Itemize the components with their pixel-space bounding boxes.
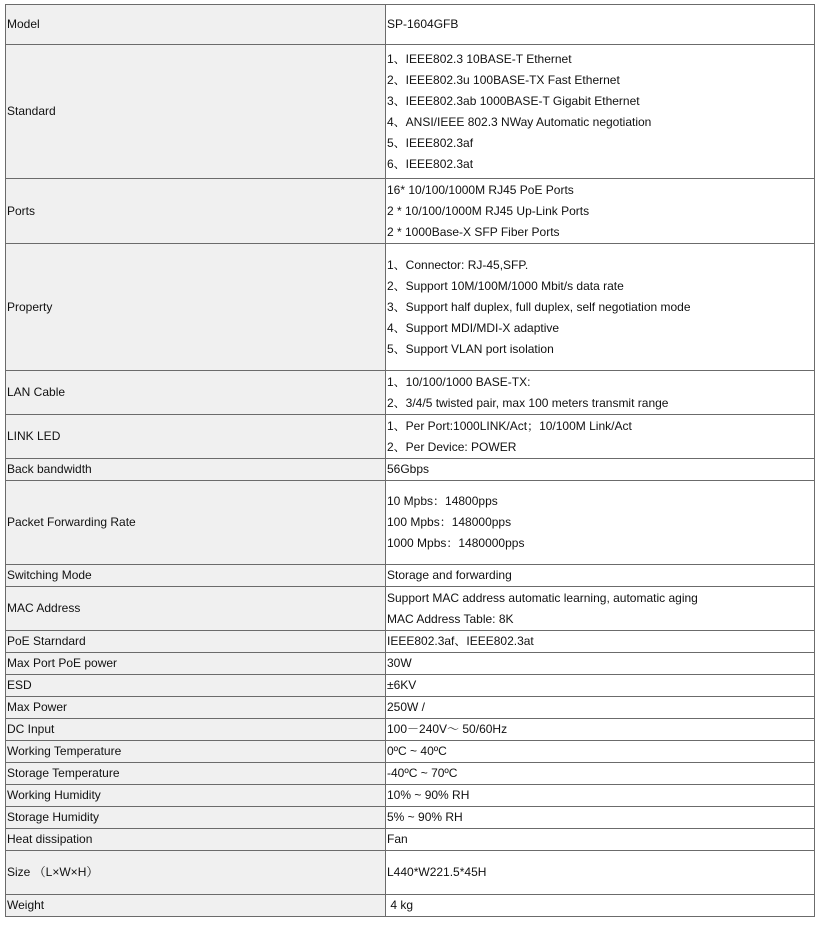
row-value bbox=[386, 653, 815, 675]
row-label: Weight bbox=[6, 895, 386, 917]
value-line: 10% ~ 90% RH bbox=[387, 788, 470, 802]
value-line: 2、Per Device: POWER bbox=[387, 439, 517, 454]
table-row bbox=[6, 415, 815, 459]
table-row bbox=[6, 459, 815, 481]
row-label: Storage Temperature bbox=[6, 763, 386, 785]
value-line: 2、3/4/5 twisted pair, max 100 meters transmit range bbox=[387, 395, 669, 410]
value-line: MAC Address Table: 8K bbox=[387, 611, 514, 626]
table-row bbox=[6, 565, 815, 587]
value-line: 2 * 1000Base-X SFP Fiber Ports bbox=[387, 224, 560, 239]
table-row bbox=[6, 45, 815, 179]
value-line: 4 kg bbox=[387, 898, 414, 912]
row-value bbox=[386, 741, 815, 763]
table-row bbox=[6, 851, 815, 895]
table-row bbox=[6, 481, 815, 565]
value-line: 250W / bbox=[387, 700, 426, 714]
row-value bbox=[386, 785, 815, 807]
row-label: Max Port PoE power bbox=[6, 653, 386, 675]
table-row bbox=[6, 631, 815, 653]
row-label: MAC Address bbox=[6, 587, 386, 631]
value-line: 3、IEEE802.3ab 1000BASE-T Gigabit Ethernet bbox=[387, 93, 640, 108]
row-label: Storage Humidity bbox=[6, 807, 386, 829]
value-line: 2、IEEE802.3u 100BASE-TX Fast Ethernet bbox=[387, 72, 620, 87]
value-line: 100 Mpbs：148000pps bbox=[387, 515, 512, 529]
row-label: Working Humidity bbox=[6, 785, 386, 807]
value-line: 16* 10/100/1000M RJ45 PoE Ports bbox=[387, 182, 574, 197]
row-value bbox=[386, 763, 815, 785]
row-value bbox=[386, 675, 815, 697]
value-line: 1、Connector: RJ-45,SFP. bbox=[387, 257, 529, 272]
row-label: Size （L×W×H） bbox=[6, 851, 386, 895]
table-row bbox=[6, 763, 815, 785]
row-label: ESD bbox=[6, 675, 386, 697]
row-value bbox=[386, 459, 815, 481]
table-row bbox=[6, 895, 815, 917]
table-row bbox=[6, 741, 815, 763]
row-label: DC Input bbox=[6, 719, 386, 741]
table-row bbox=[6, 5, 815, 45]
table-row bbox=[6, 785, 815, 807]
row-value bbox=[386, 244, 815, 371]
value-line: Storage and forwarding bbox=[387, 568, 512, 582]
value-line: 1、IEEE802.3 10BASE-T Ethernet bbox=[387, 51, 572, 66]
row-value bbox=[386, 851, 815, 895]
table-row bbox=[6, 719, 815, 741]
value-line: 4、Support MDI/MDI-X adaptive bbox=[387, 320, 560, 335]
row-label: Standard bbox=[6, 45, 386, 179]
value-line: IEEE802.3af、IEEE802.3at bbox=[387, 634, 534, 648]
row-value bbox=[386, 179, 815, 244]
row-value bbox=[386, 697, 815, 719]
value-line: 5% ~ 90% RH bbox=[387, 810, 463, 824]
row-value bbox=[386, 895, 815, 917]
row-label: Model bbox=[6, 5, 386, 45]
table-row bbox=[6, 807, 815, 829]
row-value bbox=[386, 565, 815, 587]
table-row bbox=[6, 675, 815, 697]
row-value bbox=[386, 481, 815, 565]
row-label: Max Power bbox=[6, 697, 386, 719]
row-label: Packet Forwarding Rate bbox=[6, 481, 386, 565]
value-line: -40ºC ~ 70ºC bbox=[387, 766, 458, 780]
row-value bbox=[386, 45, 815, 179]
value-line: 4、ANSI/IEEE 802.3 NWay Automatic negotiation bbox=[387, 114, 652, 129]
value-line: 0ºC ~ 40ºC bbox=[387, 744, 447, 758]
value-line: 30W bbox=[387, 656, 412, 670]
table-row bbox=[6, 829, 815, 851]
value-line: Fan bbox=[387, 832, 408, 846]
value-line: 5、Support VLAN port isolation bbox=[387, 341, 554, 356]
value-line: ±6KV bbox=[387, 678, 417, 692]
table-row bbox=[6, 587, 815, 631]
value-line: 1000 Mpbs：1480000pps bbox=[387, 536, 525, 550]
row-label: Working Temperature bbox=[6, 741, 386, 763]
value-line: 5、IEEE802.3af bbox=[387, 135, 474, 150]
value-line: 6、IEEE802.3at bbox=[387, 156, 474, 171]
row-value bbox=[386, 371, 815, 415]
value-line: 1、10/100/1000 BASE-TX: bbox=[387, 374, 531, 389]
value-line: 56Gbps bbox=[387, 462, 430, 476]
row-value bbox=[386, 5, 815, 45]
value-line: Support MAC address automatic learning, automatic aging bbox=[387, 590, 698, 605]
value-line: 2、Support 10M/100M/1000 Mbit/s data rate bbox=[387, 278, 624, 293]
value-line: 2 * 10/100/1000M RJ45 Up-Link Ports bbox=[387, 203, 590, 218]
row-label: LAN Cable bbox=[6, 371, 386, 415]
value-line: L440*W221.5*45H bbox=[387, 865, 487, 879]
row-value bbox=[386, 719, 815, 741]
spec-table bbox=[5, 4, 815, 917]
row-label: LINK LED bbox=[6, 415, 386, 459]
value-line: SP-1604GFB bbox=[387, 17, 459, 31]
value-line: 100－240V～ 50/60Hz bbox=[387, 722, 508, 736]
value-line: 1、Per Port:1000LINK/Act；10/100M Link/Act bbox=[387, 418, 632, 433]
row-value bbox=[386, 807, 815, 829]
row-label: Back bandwidth bbox=[6, 459, 386, 481]
table-row bbox=[6, 371, 815, 415]
table-row bbox=[6, 653, 815, 675]
row-value bbox=[386, 829, 815, 851]
row-label: Property bbox=[6, 244, 386, 371]
value-line: 3、Support half duplex, full duplex, self negotiation mode bbox=[387, 299, 691, 314]
table-row bbox=[6, 697, 815, 719]
row-label: Switching Mode bbox=[6, 565, 386, 587]
row-value bbox=[386, 631, 815, 653]
row-label: Heat dissipation bbox=[6, 829, 386, 851]
value-line: 10 Mpbs：14800pps bbox=[387, 494, 498, 508]
table-row bbox=[6, 244, 815, 371]
table-row bbox=[6, 179, 815, 244]
row-value bbox=[386, 587, 815, 631]
row-label: PoE Starndard bbox=[6, 631, 386, 653]
row-value bbox=[386, 415, 815, 459]
row-label: Ports bbox=[6, 179, 386, 244]
